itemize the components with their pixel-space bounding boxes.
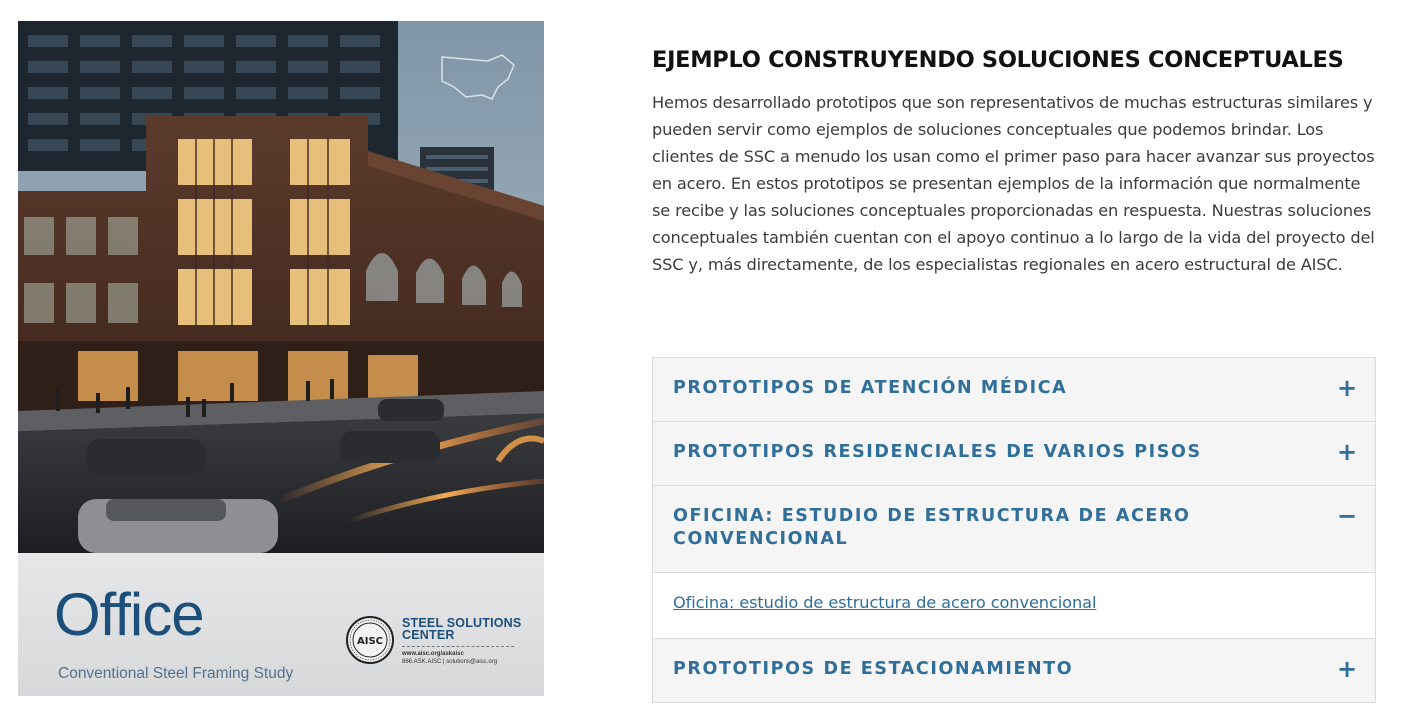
center-name-line1: STEEL SOLUTIONS — [402, 616, 522, 630]
office-study-link[interactable]: Oficina: estudio de estructura de acero convencional — [673, 593, 1097, 612]
center-name-line2: CENTER — [402, 628, 455, 642]
building-rendering-image — [18, 21, 544, 553]
accordion-header-office[interactable] — [653, 486, 1375, 572]
accordion-header-residential[interactable] — [653, 422, 1375, 485]
conceptual-solutions-section — [652, 44, 1376, 278]
seal-text: AISC — [356, 636, 384, 647]
minus-icon[interactable]: − — [1337, 502, 1358, 530]
prototypes-accordion — [652, 357, 1376, 703]
steel-solutions-center-logo — [402, 617, 534, 666]
cover-subtitle: Conventional Steel Framing Study — [58, 665, 294, 682]
plus-icon[interactable]: + — [1337, 374, 1358, 402]
plus-icon[interactable]: + — [1337, 438, 1358, 466]
accordion-item-healthcare — [653, 358, 1375, 421]
accordion-header-healthcare[interactable] — [653, 358, 1375, 421]
accordion-header-parking[interactable] — [653, 639, 1375, 702]
aisc-seal-icon — [345, 615, 395, 665]
cover-footer — [18, 553, 544, 696]
accordion-item-office — [653, 485, 1375, 638]
office-study-cover — [18, 21, 544, 696]
section-intro: Hemos desarrollado prototipos que son representativos de muchas estructuras similares y pueden servir como ejemplos de soluciones conceptuales que podemos brindar. Los clientes de SSC a menudo los usan como el primer paso para hacer avanzar sus proyectos en acero. En estos prototipos se presentan ejemplos de la información que normalmente se recibe y las soluciones conceptuales proporcionadas en respuesta. Nuestras soluciones conceptuales también cuentan con el apoyo continuo a lo largo de la vida del proyecto del SSC y, más directamente, de los especialistas regionales en acero estructural de AISC. — [652, 93, 1375, 274]
accordion-item-parking — [653, 638, 1375, 702]
center-contact: 866.ASK.AISC | solutions@aisc.org — [402, 659, 498, 665]
accordion-body-office — [653, 572, 1375, 638]
cover-title: Office — [54, 581, 204, 648]
center-url: www.aisc.org/askaisc — [402, 651, 464, 657]
accordion-title: PROTOTIPOS DE ATENCIÓN MÉDICA — [673, 378, 1068, 398]
plus-icon[interactable]: + — [1337, 655, 1358, 683]
accordion-title: OFICINA: ESTUDIO DE ESTRUCTURA DE ACERO CONVENCIONAL — [673, 506, 1191, 549]
accordion-title: PROTOTIPOS DE ESTACIONAMIENTO — [673, 659, 1074, 679]
accordion-item-residential — [653, 421, 1375, 485]
section-heading: EJEMPLO CONSTRUYENDO SOLUCIONES CONCEPTUALES — [652, 47, 1344, 73]
divider — [402, 646, 514, 647]
accordion-title: PROTOTIPOS RESIDENCIALES DE VARIOS PISOS — [673, 442, 1202, 462]
